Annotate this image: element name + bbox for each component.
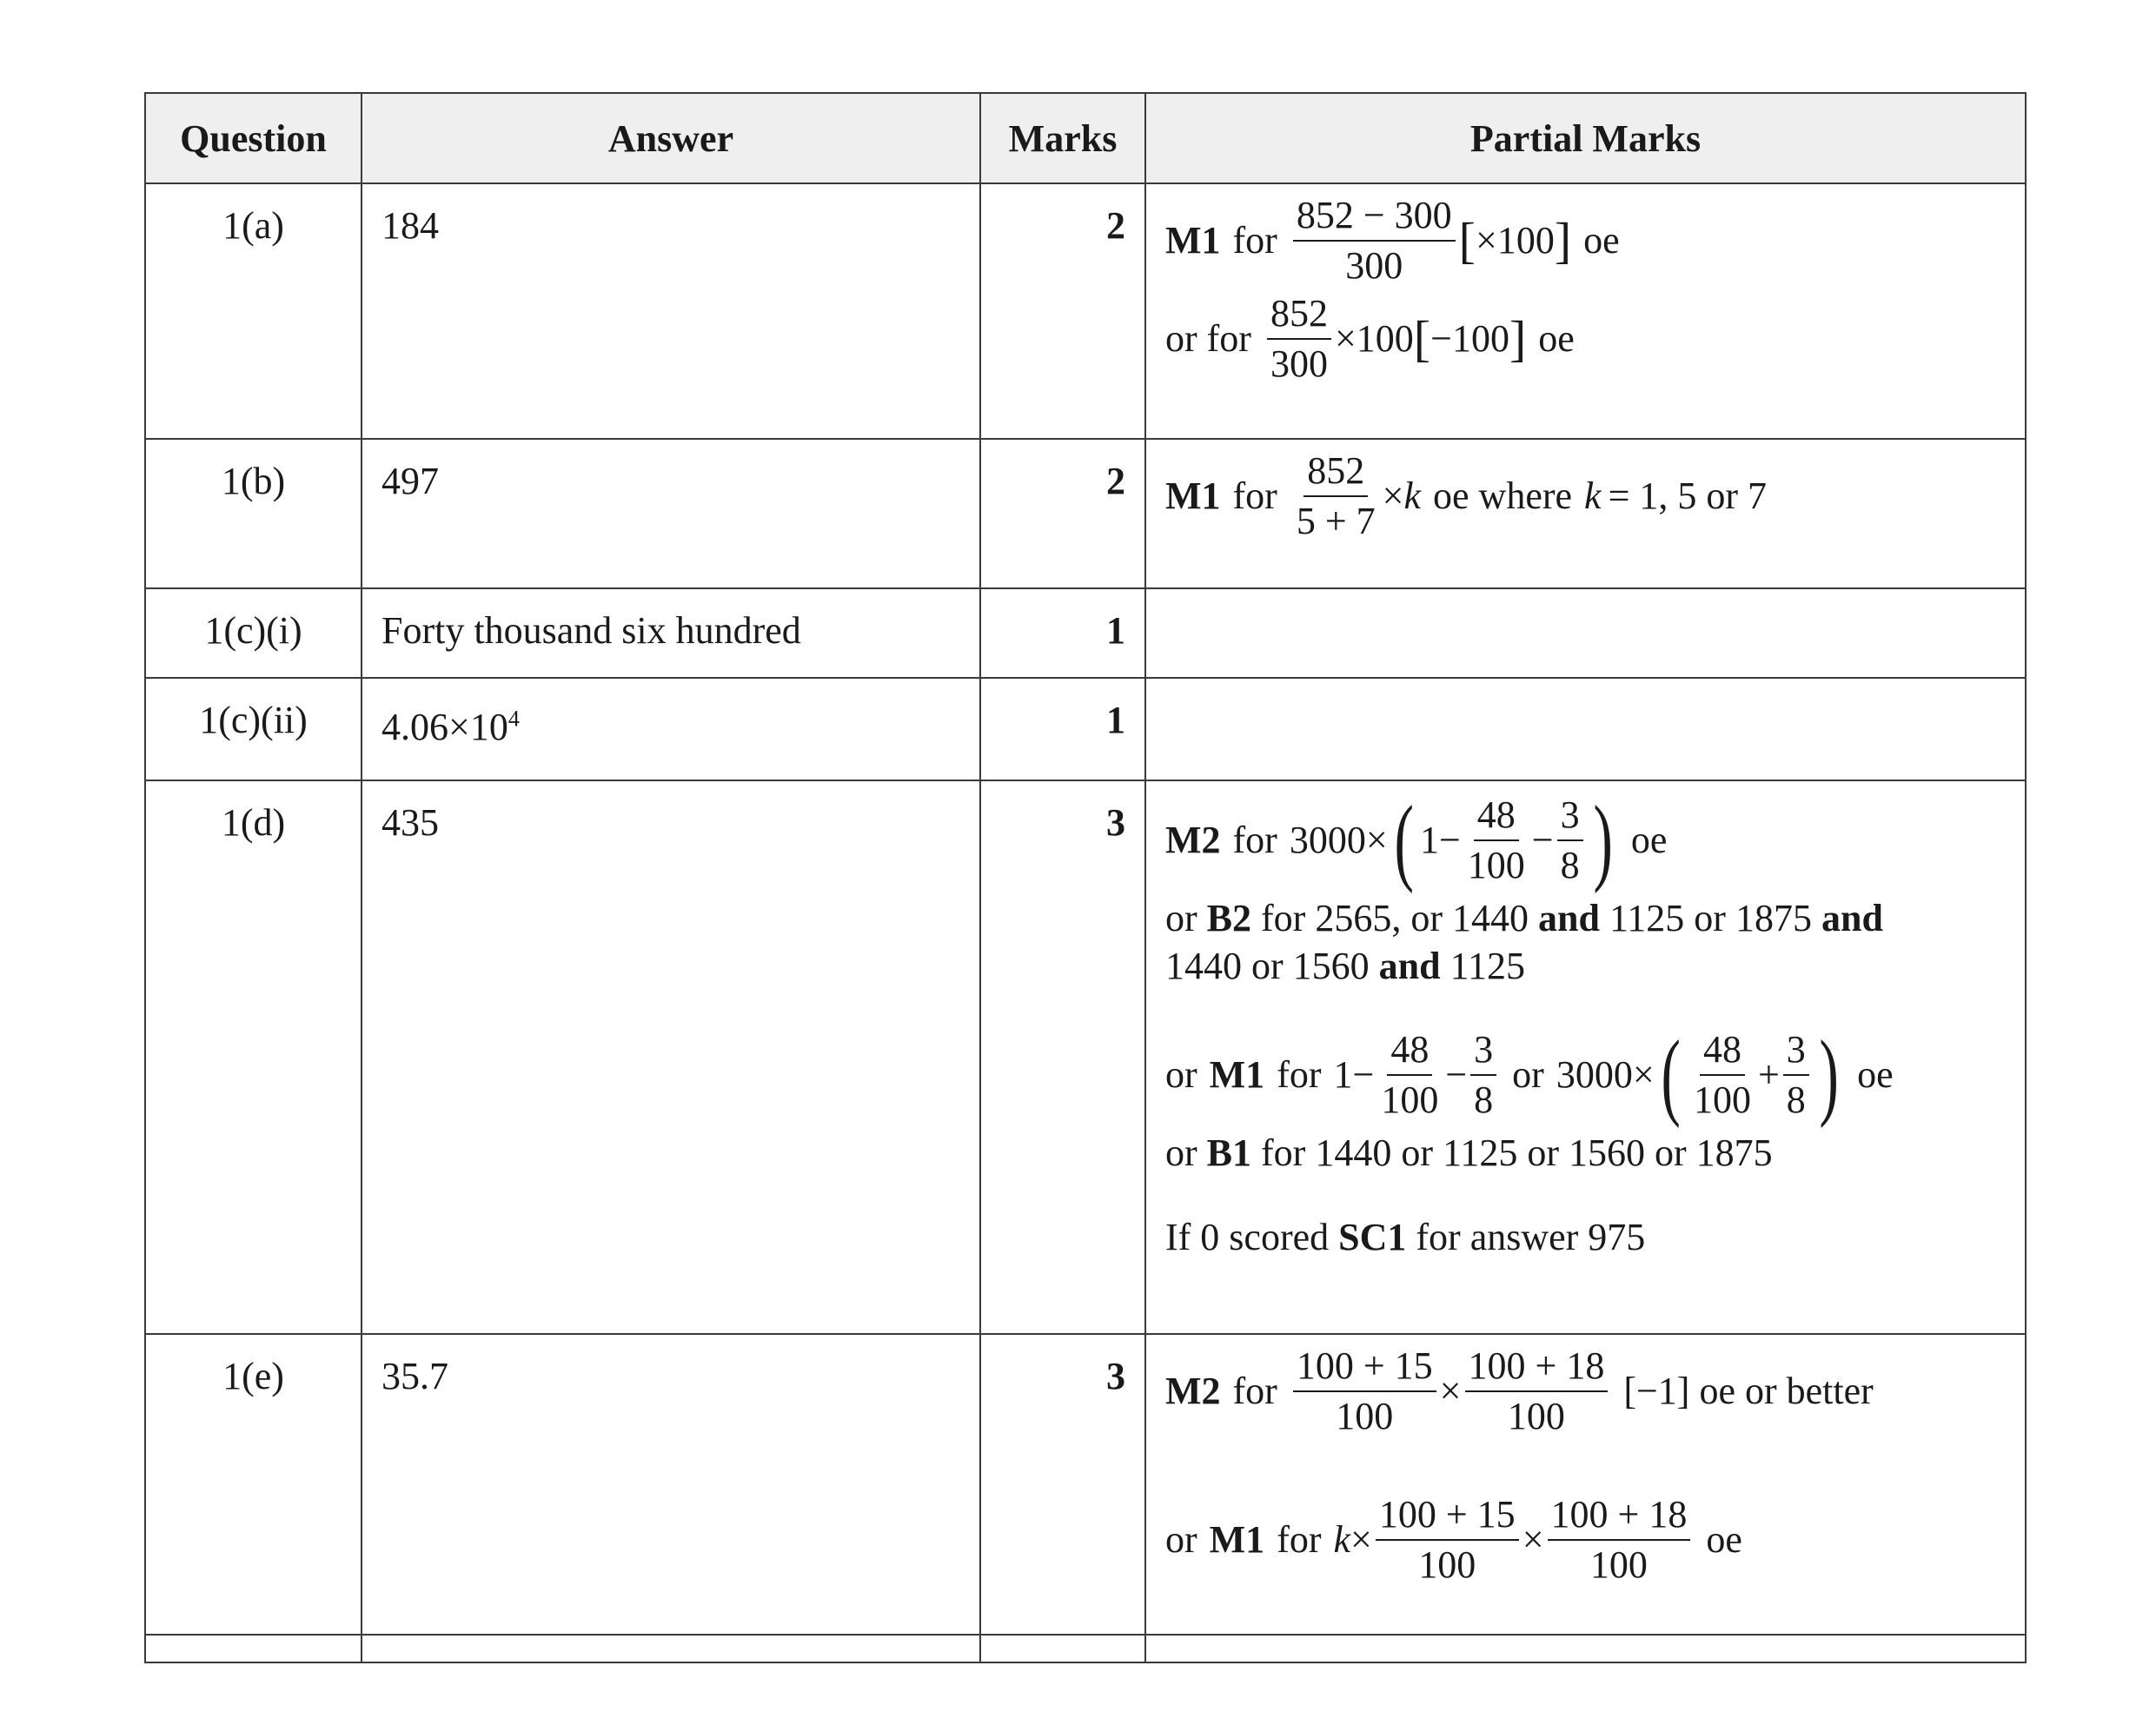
text: oe where: [1433, 474, 1573, 517]
partial-line: [1165, 1494, 2006, 1587]
text: 1440 or 1560: [1165, 945, 1370, 987]
question-number: 1(b): [145, 439, 362, 588]
expression: 3000×: [1556, 1052, 1655, 1096]
header-partial-marks: Partial Marks: [1145, 93, 2026, 183]
answer-cell: Forty thousand six hundred: [362, 588, 980, 678]
mark-code: B2: [1206, 897, 1252, 939]
question-number: 1(d): [145, 780, 362, 1334]
table-row: [145, 439, 2026, 588]
cell-stub: [145, 1635, 362, 1662]
fraction: [1267, 293, 1331, 386]
numerator: 3: [1557, 794, 1583, 841]
answer-cell: 35.7: [362, 1334, 980, 1635]
fraction: [1293, 1345, 1436, 1438]
paren: (: [1661, 1021, 1681, 1129]
table-row: [145, 183, 2026, 439]
text: 1125: [1449, 945, 1525, 987]
exponent: 4: [507, 706, 520, 732]
partial-marks-cell: [1145, 780, 2026, 1334]
partial-marks-cell: [1145, 439, 2026, 588]
numerator: 48: [1700, 1029, 1745, 1076]
text: for answer 975: [1416, 1216, 1646, 1258]
paren: ): [1593, 786, 1613, 894]
bracket: [: [1413, 310, 1431, 368]
denominator: 100: [1589, 1543, 1648, 1587]
times-symbol: ×: [1522, 1517, 1544, 1561]
cell-stub: [1145, 1635, 2026, 1662]
answer-cell: 497: [362, 439, 980, 588]
text: [−1] oe or better: [1623, 1369, 1874, 1412]
bracket: ]: [1554, 212, 1572, 269]
expression: 3000×: [1289, 818, 1388, 861]
numerator: 100 + 15: [1376, 1494, 1519, 1541]
partial-marks-cell: [1145, 1334, 2026, 1635]
fraction: [1377, 1029, 1442, 1122]
table-row: [145, 588, 2026, 678]
answer-cell: [362, 678, 980, 780]
numerator: 100 + 18: [1548, 1494, 1691, 1541]
text: oe: [1706, 1517, 1742, 1561]
text: or: [1165, 1131, 1197, 1174]
question-number: 1(a): [145, 183, 362, 439]
partial-paragraph: [1165, 1129, 2006, 1177]
fraction: [1464, 794, 1529, 887]
variable-k: k: [1403, 474, 1422, 517]
partial-line: [1165, 786, 2006, 894]
text: for: [1277, 1517, 1322, 1561]
partial-marks-cell: [1145, 588, 2026, 678]
expression: 1: [1419, 818, 1439, 861]
text-bold: and: [1821, 897, 1883, 939]
text: or: [1165, 1052, 1197, 1096]
mark-code: M1: [1209, 1517, 1265, 1561]
text: for 2565, or 1440: [1261, 897, 1529, 939]
partial-marks-cell: [1145, 183, 2026, 439]
text-bold: and: [1537, 897, 1600, 939]
bracket: ]: [1509, 310, 1527, 368]
denominator: 5 + 7: [1296, 500, 1376, 543]
denominator: 100: [1693, 1078, 1751, 1121]
text: oe: [1538, 316, 1575, 360]
table-row-continuation: [145, 1635, 2026, 1662]
text: oe: [1630, 818, 1668, 861]
marks-cell: 2: [980, 439, 1145, 588]
times-symbol: ×: [1439, 1369, 1462, 1412]
partial-line: [1165, 450, 2006, 543]
numerator: 3: [1470, 1029, 1496, 1076]
fraction: [1465, 1345, 1609, 1438]
text: = 1, 5 or 7: [1608, 474, 1768, 517]
text: for: [1277, 1052, 1322, 1096]
text-bold: and: [1378, 945, 1441, 987]
partial-line: [1165, 195, 2006, 288]
partial-paragraph: [1165, 1213, 2006, 1261]
cell-stub: [362, 1635, 980, 1662]
denominator: 100: [1507, 1395, 1565, 1438]
text: oe: [1583, 218, 1620, 262]
denominator: 100: [1467, 844, 1525, 886]
marks-cell: 1: [980, 678, 1145, 780]
partial-line: [1165, 293, 2006, 386]
minus-symbol: −: [1445, 1052, 1468, 1096]
times-symbol: ×: [1350, 1517, 1372, 1561]
mark-code: M2: [1165, 1369, 1221, 1412]
paren: (: [1394, 786, 1414, 894]
numerator: 852: [1267, 293, 1331, 340]
header-row: [145, 93, 2026, 183]
partial-line: [1165, 1021, 2006, 1129]
numerator: 852 − 300: [1293, 195, 1456, 242]
numerator: 852: [1304, 450, 1368, 497]
paren: ): [1819, 1021, 1839, 1129]
mark-code: SC1: [1338, 1216, 1407, 1258]
denominator: 100: [1381, 1078, 1439, 1121]
mark-scheme-page: [144, 92, 2025, 1663]
variable-k: k: [1333, 1517, 1351, 1561]
answer-cell: 184: [362, 183, 980, 439]
fraction: [1690, 1029, 1755, 1122]
question-number: 1(e): [145, 1334, 362, 1635]
question-number: 1(c)(ii): [145, 678, 362, 780]
numerator: 100 + 15: [1293, 1345, 1436, 1392]
fraction: [1557, 794, 1583, 887]
minus-symbol: −: [1531, 818, 1554, 861]
answer-value: 4.06×10: [381, 706, 508, 748]
fraction: [1548, 1494, 1691, 1587]
marks-cell: 3: [980, 1334, 1145, 1635]
partial-line: [1165, 1345, 2006, 1438]
mark-scheme-table: [144, 92, 2027, 1663]
variable-k: k: [1584, 474, 1602, 517]
partial-paragraph: [1165, 894, 2006, 990]
text: or: [1165, 897, 1197, 939]
text: for: [1232, 818, 1277, 861]
mark-code: M1: [1165, 218, 1221, 262]
numerator: 3: [1783, 1029, 1809, 1076]
marks-cell: 2: [980, 183, 1145, 439]
numerator: 100 + 18: [1465, 1345, 1609, 1392]
times-symbol: ×: [1382, 474, 1404, 517]
cell-stub: [980, 1635, 1145, 1662]
text: for: [1232, 1369, 1277, 1412]
partial-marks-cell: [1145, 678, 2026, 780]
marks-cell: 3: [980, 780, 1145, 1334]
text: or: [1165, 1517, 1197, 1561]
expression: ×100: [1476, 218, 1555, 262]
header-question: Question: [145, 93, 362, 183]
plus-symbol: +: [1757, 1052, 1780, 1096]
bracket: [: [1458, 212, 1476, 269]
minus-symbol: −: [1352, 1052, 1375, 1096]
mark-code: M1: [1165, 474, 1221, 517]
denominator: 8: [1474, 1078, 1494, 1121]
mark-code: M1: [1209, 1052, 1265, 1096]
table-row: [145, 1334, 2026, 1635]
text: oe: [1857, 1052, 1894, 1096]
text: or for: [1165, 316, 1251, 360]
fraction: [1293, 195, 1456, 288]
text: If 0 scored: [1165, 1216, 1330, 1258]
numerator: 48: [1387, 1029, 1432, 1076]
denominator: 300: [1345, 244, 1403, 288]
text: for: [1232, 474, 1277, 517]
denominator: 300: [1270, 342, 1328, 386]
text: for: [1232, 218, 1277, 262]
header-marks: Marks: [980, 93, 1145, 183]
table-row: [145, 678, 2026, 780]
minus-symbol: −: [1438, 818, 1461, 861]
fraction: [1376, 1494, 1519, 1587]
denominator: 8: [1786, 1078, 1806, 1121]
text: for 1440 or 1125 or 1560 or 1875: [1261, 1131, 1773, 1174]
table-row: [145, 780, 2026, 1334]
denominator: 8: [1560, 844, 1580, 886]
expression: 1: [1333, 1052, 1353, 1096]
fraction: [1783, 1029, 1809, 1122]
text: 1125 or 1875: [1609, 897, 1812, 939]
expression: ×100: [1334, 316, 1414, 360]
expression: −100: [1430, 316, 1509, 360]
answer-cell: 435: [362, 780, 980, 1334]
fraction: [1470, 1029, 1496, 1122]
mark-code: M2: [1165, 818, 1221, 861]
denominator: 100: [1418, 1543, 1476, 1587]
denominator: 100: [1336, 1395, 1394, 1438]
question-number: 1(c)(i): [145, 588, 362, 678]
fraction: [1293, 450, 1379, 543]
text: or: [1512, 1052, 1544, 1096]
mark-code: B1: [1206, 1131, 1252, 1174]
marks-cell: 1: [980, 588, 1145, 678]
header-answer: Answer: [362, 93, 980, 183]
numerator: 48: [1474, 794, 1519, 841]
